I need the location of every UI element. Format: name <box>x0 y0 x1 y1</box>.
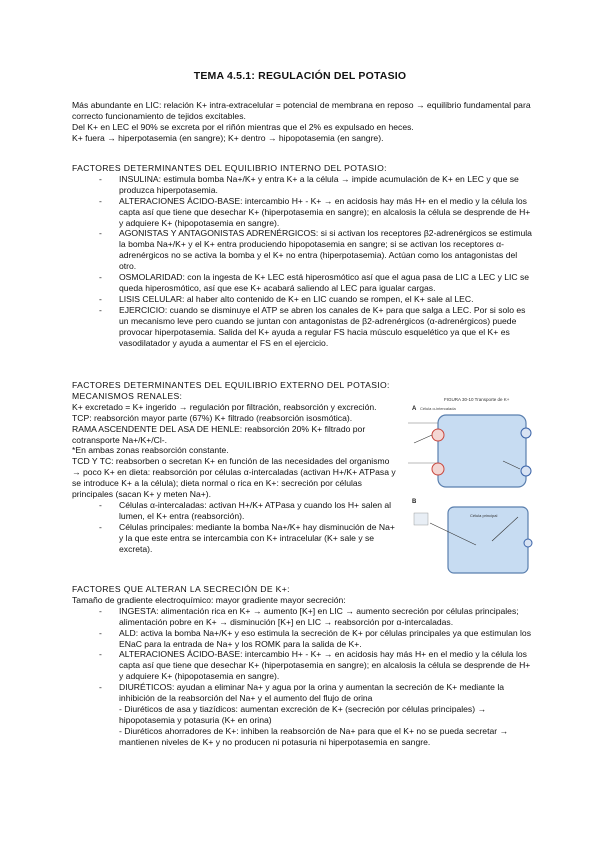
internal-factors-list <box>72 174 532 349</box>
intro-line: K+ fuera → hiperpotasemia (en sangre); K+ dentro → hipopotasemia (en sangre). <box>72 132 384 143</box>
list-item: - INGESTA: alimentación rica en K+ → aumento [K+] en LIC → aumento secreción por células principales; alimentación pobre en K+ → disminución [K+] en LIC → reabsorción por α-intercaladas. <box>119 606 532 628</box>
figure-label-b: B <box>412 499 417 505</box>
paragraph: Tamaño de gradiente electroquímico: mayor gradiente mayor secreción: <box>72 594 346 605</box>
na-k-pump-icon <box>524 539 532 547</box>
list-item: - Células principales: mediante la bomba Na+/K+ hay disminución de Na+ y la que este entra se intercambia con K+ intracelular (K+ sale y se excreta). <box>119 522 398 555</box>
list-item: - Células α-intercaladas: activan H+/K+ ATPasa y cuando los H+ salen al lumen, el K+ entra (reabsorción). <box>119 500 398 522</box>
paragraph: K+ excretado = K+ ingerido → regulación por filtración, reabsorción y excreción. <box>72 401 377 412</box>
internal-factors-section <box>72 163 532 348</box>
external-factors-section <box>72 380 398 555</box>
channel-icon <box>521 466 531 476</box>
intro-line: Del K+ en LEC el 90% se excreta por el riñón mientras que el 2% es expulsado en heces. <box>72 121 414 132</box>
paragraph: TCD Y TC: reabsorben o secretan K+ en función de las necesidades del organismo → poco K+ en dieta: reabsorción por células α-intercaladas (activan H+/K+ ATPasa y se introduce K+ a la célula); dieta normal o rica en K+: secreción por células principales (sacan K+ y meten Na+). <box>72 456 396 500</box>
list-item: - AGONISTAS Y ANTAGONISTAS ADRENÉRGICOS: si si activan los receptores β2-adrenérgicos se estimula la bomba Na+/K+ y el K+ entra produciendo hipopotasemia en sangre; si se activan los receptores α-adrenérgicos no se activa la bomba y el K+ no entra (hiperpotasemia). Actúan como los antagonistas del otro. <box>119 228 532 272</box>
h-k-atpase-icon <box>432 429 444 441</box>
sub-paragraph: - Diuréticos ahorradores de K+: inhiben la reabsorción de Na+ para que el K+ no se pueda secretar → mantienen niveles de K+ y no producen ni potasuria ni hiperpotasemia en sangre. <box>119 725 509 747</box>
list-item: - ALTERACIONES ÁCIDO-BASE: intercambio H+ - K+ → en acidosis hay más H+ en el medio y la célula los capta así que tiene que desechar K+ (hiperpotasemia en sangre); en alcalosis la célula se desprende de H+ y adquiere K+ (hipopotasemia en sangre). <box>119 196 532 229</box>
na-k-pump-icon <box>521 428 531 438</box>
list-item: - ALD: activa la bomba Na+/K+ y eso estimula la secreción de K+ por células principales ya que estimulan los ENaC para la entrada de Na+ y los ROMK para la salida de K+. <box>119 628 532 650</box>
cell-types-list <box>72 500 398 555</box>
figure-label-a: A <box>412 406 417 412</box>
kidney-cell-figure <box>408 393 540 583</box>
list-item: - EJERCICIO: cuando se disminuye el ATP se abren los canales de K+ para que salga a LEC. Por si solo es un mecanismo leve pero cuando se juntan con antagonistas de β2-adrenérgicos (α-adrenérgicos) puede provocar hiperpotasemia. Salida del K+ ayuda a regular FS hacia músculo esquelético ya que el K+ es vasodilatador y ayuda a aumentar el FS en el ejercicio. <box>119 305 532 349</box>
cell-b-label: Célula principal <box>470 513 498 518</box>
section-heading: FACTORES DETERMINANTES DEL EQUILIBRIO EXTERNO DEL POTASIO: <box>72 380 390 390</box>
figure-drawing <box>408 393 540 583</box>
sub-paragraph: - Diuréticos de asa y tiazídicos: aumentan excreción de K+ (secreción por células principales) → hipopotasemia y potasuria (K+ en orina) <box>119 703 487 725</box>
section-subheading: MECANISMOS RENALES: <box>72 390 183 401</box>
intro-section <box>72 100 532 144</box>
intro-line: Más abundante en LIC: relación K+ intra-extracelular = potencial de membrana en reposo → equilibrio fundamental para correcto funcionamiento de tejidos excitables. <box>72 100 531 121</box>
secretion-factors-list <box>72 606 532 704</box>
diuretics-subsection <box>72 704 532 748</box>
list-item: - OSMOLARIDAD: con la ingesta de K+ LEC está hiperosmótico así que el agua pasa de LIC a LEC y LIC se queda hiperosmótico, así que ese K+ acabará saliendo al LEC para igualar cargas. <box>119 272 532 294</box>
list-item: - LISIS CELULAR: al haber alto contenido de K+ en LIC cuando se rompen, el K+ sale al LEC. <box>119 294 532 305</box>
paragraph: TCP: reabsorción mayor parte (67%) K+ filtrado (reabsorción isosmótica). <box>72 412 353 423</box>
paragraph: RAMA ASCENDENTE DEL ASA DE HENLE: reabsorción 20% K+ filtrado por cotransporte Na+/K+/Cl-. <box>72 423 366 445</box>
section-heading: FACTORES QUE ALTERAN LA SECRECIÓN DE K+: <box>72 584 290 594</box>
list-item: - INSULINA: estimula bomba Na+/K+ y entra K+ a la célula → impide acumulación de K+ en LEC y que se produzca hiperpotasemia. <box>119 174 532 196</box>
figure-caption: FIGURA 30-10 Transporte de K+ <box>444 397 510 402</box>
list-item: - DIURÉTICOS: ayudan a eliminar Na+ y agua por la orina y aumentan la secreción de K+ mediante la inhibición de la reabsorción del Na+ y el aumento del flujo de orina <box>119 682 532 704</box>
paragraph: *En ambas zonas reabsorción constante. <box>72 445 229 456</box>
section-heading: FACTORES DETERMINANTES DEL EQUILIBRIO INTERNO DEL POTASIO: <box>72 163 387 173</box>
page-title: TEMA 4.5.1: REGULACIÓN DEL POTASIO <box>193 70 407 82</box>
list-item: - ALTERACIONES ÁCIDO-BASE: intercambio H+ - K+ → en acidosis hay más H+ en el medio y la célula los capta así que tiene que desechar K+ (hiperpotasemia en sangre); en alcalosis la célula se desprende de H+ y adquiere K+ (hipopotasemia en sangre). <box>119 649 532 682</box>
lumen-box-icon <box>414 513 428 525</box>
alpha-intercalated-cell <box>438 415 526 487</box>
secretion-factors-section <box>72 584 532 748</box>
cell-a-label: Célula α-intercalada <box>420 406 456 411</box>
channel-icon <box>432 463 444 475</box>
